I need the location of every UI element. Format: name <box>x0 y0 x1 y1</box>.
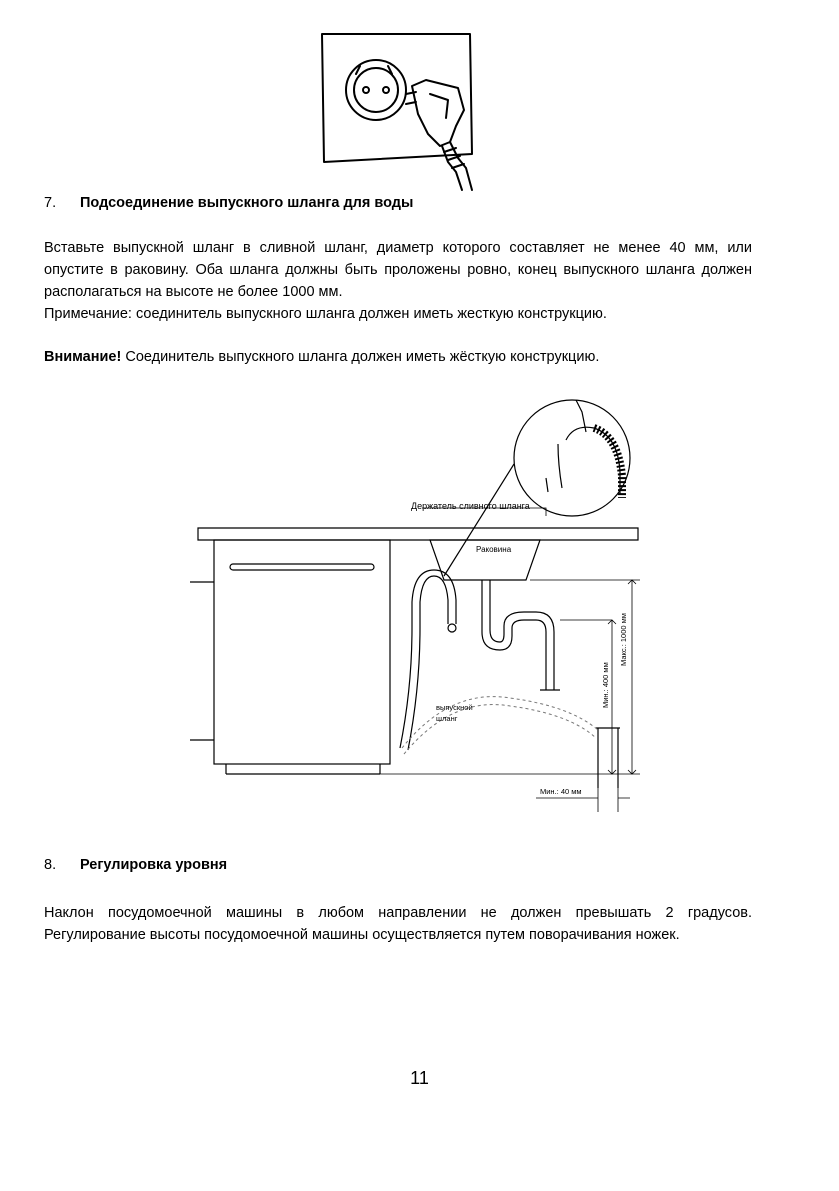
min-diameter-label: Мин.: 40 мм <box>540 787 582 796</box>
holder-label: Держатель сливного шланга <box>411 501 530 511</box>
section-7-note: Примечание: соединитель выпускного шланга должен иметь жесткую конструкцию. <box>44 306 607 322</box>
section-8-heading <box>44 857 227 873</box>
section-8-paragraph: Наклон посудомоечной машины в любом направлении не должен превышать 2 градусов. Регулирование высоты посудомоечной машины осуществляется путем поворачивания ножек. <box>44 905 752 943</box>
section-7-title: Подсоединение выпускного шланга для воды <box>80 195 414 211</box>
section-7-heading <box>44 195 413 211</box>
warning-label: Внимание! <box>44 349 122 365</box>
section-8-number: 8. <box>44 857 57 873</box>
section-8-title: Регулировка уровня <box>80 857 228 873</box>
page-number: 11 <box>410 1068 429 1088</box>
section-7-number: 7. <box>44 195 57 211</box>
drain-hose-diagram <box>190 388 650 820</box>
max-height-label: Макс.: 1000 мм <box>619 613 628 666</box>
warning-text: Соединитель выпускного шланга должен иметь жёсткую конструкцию. <box>121 349 600 365</box>
socket-plug-illustration <box>300 22 500 194</box>
section-7-paragraph: Вставьте выпускной шланг в сливной шланг, диаметр которого составляет не менее 40 мм, или опустите в раковину. Оба шланга должны быть проложены ровно, конец выпускного шланга должен располагаться на высоте не более 1000 мм. <box>44 240 752 300</box>
min-height-label: Мин.: 400 мм <box>601 662 610 708</box>
hose-label-1: выпускной <box>436 703 473 712</box>
sink-label: Раковина <box>476 545 512 554</box>
section-7-warning <box>44 346 752 368</box>
hose-label-2: шланг <box>436 714 458 723</box>
